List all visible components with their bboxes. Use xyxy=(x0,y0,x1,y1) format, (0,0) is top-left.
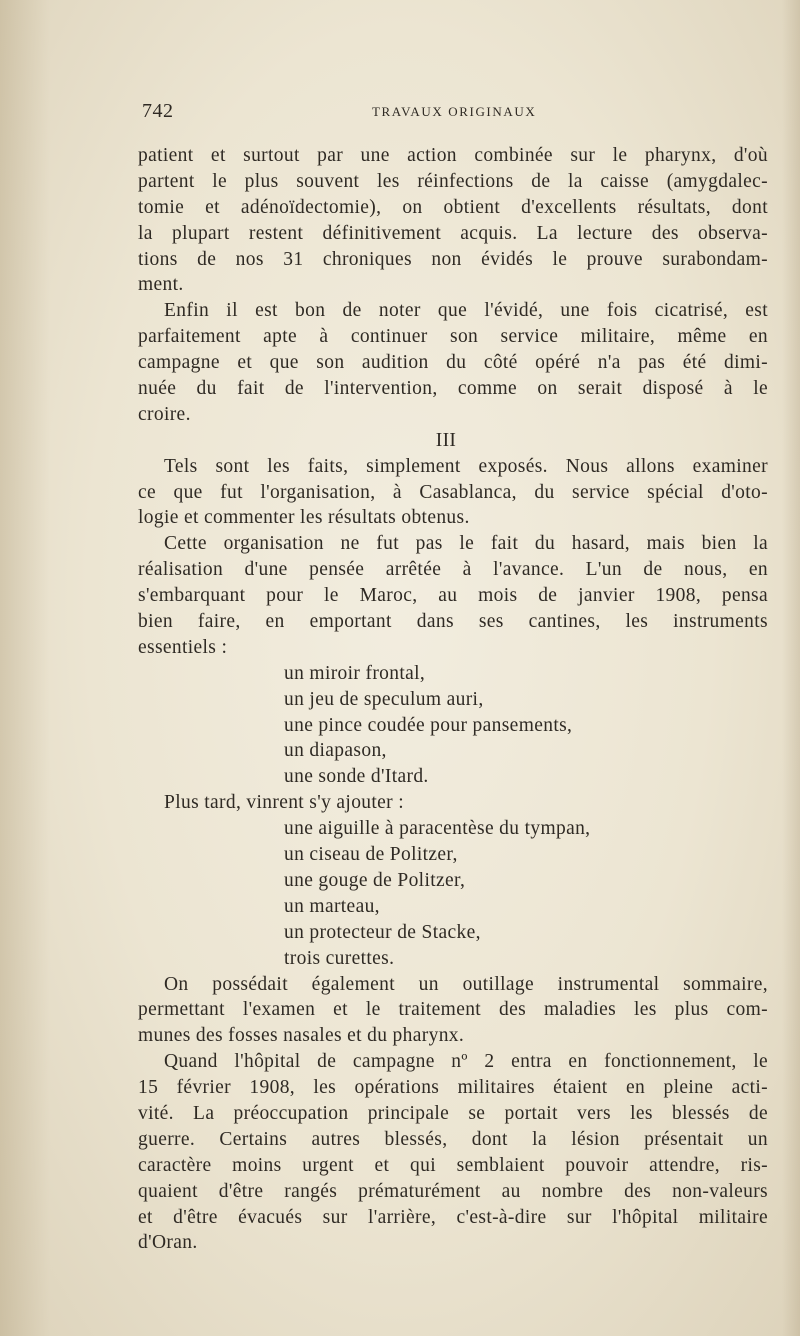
list-item: un jeu de speculum auri, xyxy=(284,688,484,710)
body-text xyxy=(138,143,768,1256)
list-item: un miroir frontal, xyxy=(284,662,426,684)
text-line: ment. xyxy=(138,274,184,296)
text-line: Enfin il est bon de noter que l'évidé, une fois cicatrisé, est xyxy=(164,300,768,322)
text-line: Plus tard, vinrent s'y ajouter : xyxy=(164,792,405,814)
page-number: 742 xyxy=(142,100,174,122)
section-heading: III xyxy=(435,429,457,451)
text-line: permettant l'examen et le traitement des maladies les plus com- xyxy=(138,999,768,1021)
text-line: parfaitement apte à continuer son service militaire, même en xyxy=(138,326,768,348)
text-line: guerre. Certains autres blessés, dont la lésion présentait un xyxy=(138,1128,768,1150)
text-line: vité. La préoccupation principale se portait vers les blessés de xyxy=(138,1102,768,1124)
running-head: TRAVAUX ORIGINAUX xyxy=(372,104,537,119)
text-line: partent le plus souvent les réinfections de la caisse (amygdalec- xyxy=(138,170,768,192)
text-line: On possédait également un outillage instrumental sommaire, xyxy=(164,973,768,995)
text-line: ce que fut l'organisation, à Casablanca, du service spécial d'oto- xyxy=(138,481,768,503)
list-item: un ciseau de Politzer, xyxy=(284,844,458,866)
text-line: nuée du fait de l'intervention, comme on serait disposé à le xyxy=(138,378,768,400)
list-item: trois curettes. xyxy=(284,947,395,969)
text-line: bien faire, en emportant dans ses cantines, les instruments xyxy=(138,611,768,633)
text-line: logie et commenter les résultats obtenus. xyxy=(138,507,470,529)
text-line: d'Oran. xyxy=(138,1232,198,1254)
text-line: Quand l'hôpital de campagne nº 2 entra en fonctionnement, le xyxy=(164,1051,768,1073)
page-header xyxy=(142,100,764,128)
list-item: un protecteur de Stacke, xyxy=(284,921,481,943)
page-shadow-left xyxy=(0,0,50,1336)
text-line: munes des fosses nasales et du pharynx. xyxy=(138,1025,465,1047)
text-line: quaient d'être rangés prématurément au nombre des non-valeurs xyxy=(138,1180,768,1202)
list-item: une gouge de Politzer, xyxy=(284,869,466,891)
text-line: la plupart restent définitivement acquis. La lecture des observa- xyxy=(138,222,768,244)
text-line: caractère moins urgent et qui semblaient pouvoir attendre, ris- xyxy=(138,1154,768,1176)
text-line: tomie et adénoïdectomie), on obtient d'excellents résultats, dont xyxy=(138,196,768,218)
list-item: une pince coudée pour pansements, xyxy=(284,714,573,736)
page-shadow-right xyxy=(782,0,800,1336)
list-item: un diapason, xyxy=(284,740,387,762)
text-line: croire. xyxy=(138,403,191,425)
list-item: une sonde d'Itard. xyxy=(284,766,429,788)
text-line: tions de nos 31 chroniques non évidés le prouve surabondam- xyxy=(138,248,768,270)
text-line: s'embarquant pour le Maroc, au mois de janvier 1908, pensa xyxy=(138,585,768,607)
text-line: patient et surtout par une action combinée sur le pharynx, d'où xyxy=(138,145,768,166)
text-line: Tels sont les faits, simplement exposés. Nous allons examiner xyxy=(164,455,768,477)
list-item: un marteau, xyxy=(284,895,380,917)
list-item: une aiguille à paracentèse du tympan, xyxy=(284,818,591,840)
text-line: campagne et que son audition du côté opéré n'a pas été dimi- xyxy=(138,352,768,374)
text-line: réalisation d'une pensée arrêtée à l'avance. L'un de nous, en xyxy=(138,559,768,581)
text-line: 15 février 1908, les opérations militaires étaient en pleine acti- xyxy=(138,1077,768,1099)
text-line: et d'être évacués sur l'arrière, c'est-à-dire sur l'hôpital militaire xyxy=(138,1206,768,1228)
text-line: essentiels : xyxy=(138,636,228,658)
text-line: Cette organisation ne fut pas le fait du hasard, mais bien la xyxy=(164,533,768,555)
